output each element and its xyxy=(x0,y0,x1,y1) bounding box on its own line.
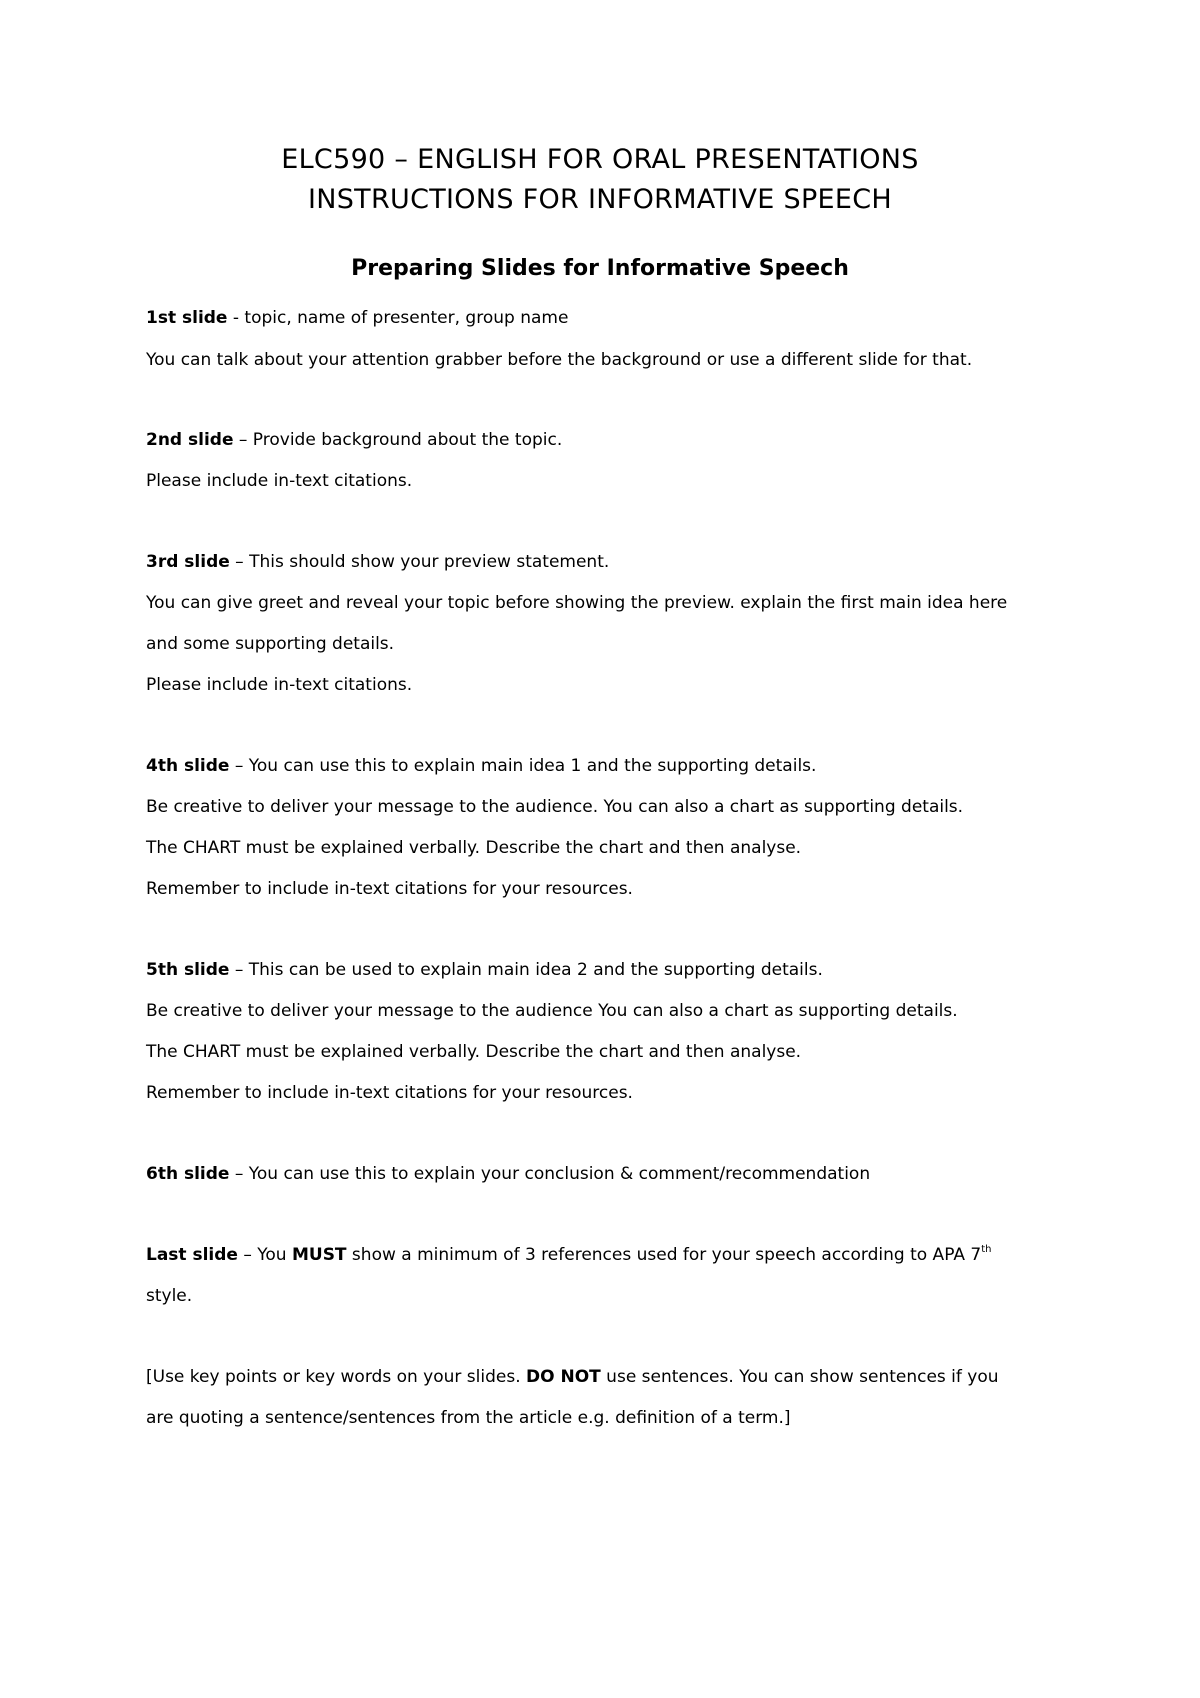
slide5-text: – This can be used to explain main idea 2 and the supporting details. xyxy=(229,960,823,980)
last-slide-line xyxy=(146,1245,1106,1265)
slide3-note-3: Please include in-text citations. xyxy=(146,675,413,695)
last-slide-sup: th xyxy=(981,1244,992,1255)
slide3-note-1: You can give greet and reveal your topic before showing the preview. explain the first main idea here xyxy=(146,593,1008,613)
slide2-label: 2nd slide xyxy=(146,430,234,450)
slide1-label: 1st slide xyxy=(146,308,228,328)
slide5-note-1: Be creative to deliver your message to the audience You can also a chart as supporting details. xyxy=(146,1001,958,1021)
closing-note-line-2: are quoting a sentence/sentences from the article e.g. definition of a term.] xyxy=(146,1408,791,1428)
slide5-label: 5th slide xyxy=(146,960,230,980)
slide1-note: You can talk about your attention grabber before the background or use a different slide for that. xyxy=(146,350,973,370)
slide4-note-2: The CHART must be explained verbally. Describe the chart and then analyse. xyxy=(146,838,802,858)
slide5-note-2: The CHART must be explained verbally. Describe the chart and then analyse. xyxy=(146,1042,802,1062)
slide4-line xyxy=(146,756,1106,776)
last-slide-must: MUST xyxy=(291,1245,347,1265)
slide3-text: – This should show your preview statement. xyxy=(229,552,610,572)
section-heading: Preparing Slides for Informative Speech xyxy=(351,256,849,281)
slide5-line xyxy=(146,960,1106,980)
slide4-note-1: Be creative to deliver your message to the audience. You can also a chart as supporting details. xyxy=(146,797,964,817)
last-slide-text-a: – You xyxy=(237,1245,292,1265)
slide6-label: 6th slide xyxy=(146,1164,230,1184)
closing-do-not: DO NOT xyxy=(526,1367,601,1387)
last-slide-label: Last slide xyxy=(146,1245,238,1265)
slide6-line xyxy=(146,1164,1106,1184)
slide1-line xyxy=(146,308,1106,328)
last-slide-text-b: show a minimum of 3 references used for your speech according to APA 7 xyxy=(346,1245,982,1265)
slide3-label: 3rd slide xyxy=(146,552,230,572)
document-title-line-1: ELC590 – ENGLISH FOR ORAL PRESENTATIONS xyxy=(281,144,919,175)
slide2-text: – Provide background about the topic. xyxy=(233,430,563,450)
closing-text-b: use sentences. You can show sentences if you xyxy=(600,1367,999,1387)
slide5-note-3: Remember to include in-text citations for your resources. xyxy=(146,1083,633,1103)
slide2-note: Please include in-text citations. xyxy=(146,471,413,491)
document-title-line-2: INSTRUCTIONS FOR INFORMATIVE SPEECH xyxy=(307,184,893,215)
slide6-text: – You can use this to explain your conclusion & comment/recommendation xyxy=(229,1164,871,1184)
closing-text-a: [Use key points or key words on your slides. xyxy=(146,1367,527,1387)
slide4-text: – You can use this to explain main idea 1 and the supporting details. xyxy=(229,756,817,776)
last-slide-line-2: style. xyxy=(146,1286,193,1306)
slide2-line xyxy=(146,430,1106,450)
closing-note-line-1 xyxy=(146,1367,1106,1387)
slide1-text: - topic, name of presenter, group name xyxy=(227,308,569,328)
slide4-note-3: Remember to include in-text citations for your resources. xyxy=(146,879,633,899)
slide3-line xyxy=(146,552,1106,572)
slide3-note-2: and some supporting details. xyxy=(146,634,395,654)
slide4-label: 4th slide xyxy=(146,756,230,776)
